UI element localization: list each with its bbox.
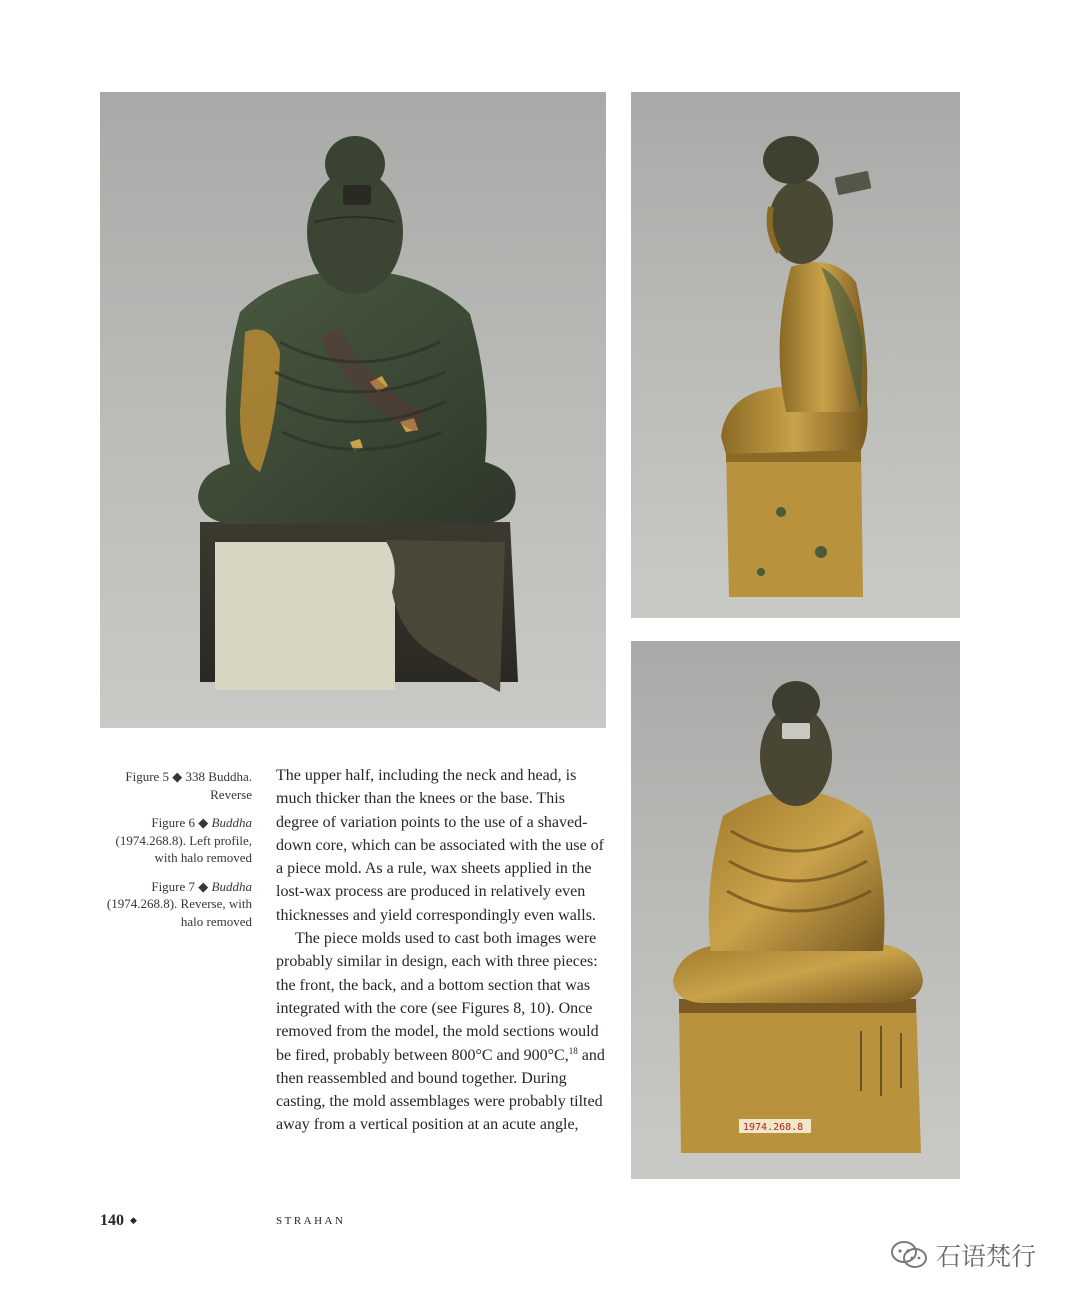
buddha-gilded-reverse-image bbox=[631, 641, 960, 1179]
page-number: 140 ◆ bbox=[100, 1212, 137, 1229]
running-head: STRAHAN bbox=[276, 1215, 346, 1227]
caption-figure-6: Figure 6 ◆ Buddha (1974.268.8). Left profile, with halo removed bbox=[115, 815, 252, 865]
caption-figure-5: Figure 5 ◆ 338 Buddha. Reverse bbox=[125, 769, 252, 802]
diamond-ornament: ◆ bbox=[130, 1215, 137, 1225]
figure-5-photo bbox=[100, 92, 606, 728]
watermark bbox=[890, 1238, 1036, 1272]
footnote-marker[interactable]: 18 bbox=[568, 1045, 578, 1056]
paragraph-2: The piece molds used to cast both images were probably similar in design, each with three pieces: the front, the back, and a bottom section that was integrated with the core (see Figures 8, 10). Once removed from the model, the mold sections would be fired, probably between 800°C and 900°C,$^{18}$ and then reassembled and bound together. During casting, the mold assemblages were probably tilted away from a vertical position at an acute angle, bbox=[276, 930, 605, 1134]
buddha-profile-image bbox=[631, 92, 960, 618]
body-text bbox=[276, 764, 606, 1137]
watermark-text: 石语梵行 bbox=[936, 1242, 1037, 1271]
buddha-reverse-image bbox=[100, 92, 606, 728]
paragraph-1: The upper half, including the neck and head, is much thicker than the knees or the base. This degree of variation points to the use of a shaved-down core, which can be associated with the use of a piece mold. As a rule, wax sheets applied in the lost-wax process are produced in relatively even thicknesses and yield correspondingly even walls. bbox=[276, 767, 604, 924]
figure-captions bbox=[96, 768, 252, 941]
svg-text:1974.268.8: 1974.268.8 bbox=[743, 1122, 804, 1133]
caption-figure-7: Figure 7 ◆ Buddha (1974.268.8). Reverse, with halo removed bbox=[106, 878, 252, 929]
figure-6-photo bbox=[631, 92, 960, 618]
figure-7-photo bbox=[631, 641, 960, 1179]
chat-bubbles-icon bbox=[890, 1240, 928, 1270]
